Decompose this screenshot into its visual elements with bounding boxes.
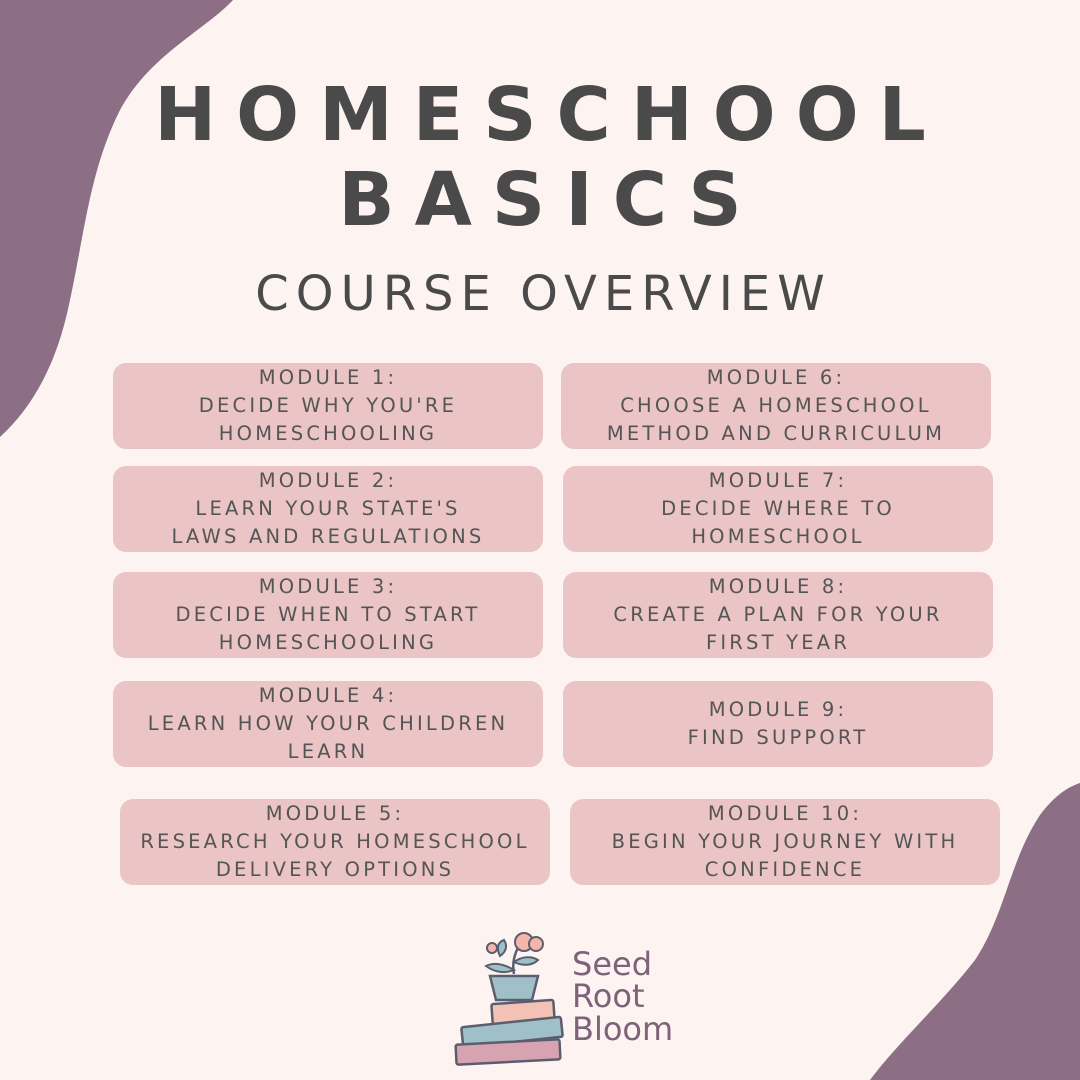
module-text-line: CREATE A PLAN FOR YOUR <box>613 603 943 626</box>
module-text-line: FIRST YEAR <box>705 631 851 654</box>
module-text-line: DECIDE WHEN TO START <box>175 603 481 626</box>
module-text-line: LEARN HOW YOUR CHILDREN <box>147 712 509 735</box>
module-card-9 <box>563 681 993 767</box>
module-heading: MODULE 3: <box>258 575 398 598</box>
module-heading: MODULE 1: <box>258 366 398 389</box>
module-text-line: HOMESCHOOLING <box>218 422 438 445</box>
module-heading: MODULE 9: <box>708 698 848 721</box>
module-card-7 <box>563 466 993 552</box>
module-text-line: FIND SUPPORT <box>687 726 869 749</box>
page-title-line-1: HOMESCHOOL <box>154 72 946 158</box>
plant-on-books-icon <box>452 926 568 1066</box>
module-card-4 <box>113 681 543 767</box>
module-card-3 <box>113 572 543 658</box>
module-text-line: DECIDE WHY YOU'RE <box>198 394 458 417</box>
module-heading: MODULE 5: <box>265 802 405 825</box>
module-text-line: LEARN YOUR STATE'S <box>195 497 461 520</box>
module-card-10 <box>570 799 1000 885</box>
logo-word-seed: Seed <box>572 945 652 983</box>
module-text-line: BEGIN YOUR JOURNEY WITH <box>611 830 959 853</box>
module-card-1 <box>113 363 543 449</box>
module-heading: MODULE 10: <box>707 802 863 825</box>
module-text-line: METHOD AND CURRICULUM <box>606 422 946 445</box>
module-card-5 <box>120 799 550 885</box>
logo-word-root: Root <box>572 977 645 1015</box>
module-text-line: CHOOSE A HOMESCHOOL <box>620 394 932 417</box>
page-title-line-2: BASICS <box>338 157 762 243</box>
module-text-line: LEARN <box>287 740 369 763</box>
module-text-line: DELIVERY OPTIONS <box>215 858 455 881</box>
module-text-line: LAWS AND REGULATIONS <box>171 525 485 548</box>
module-heading: MODULE 4: <box>258 684 398 707</box>
logo-word-bloom: Bloom <box>572 1010 674 1048</box>
module-card-2 <box>113 466 543 552</box>
module-card-6 <box>561 363 991 449</box>
module-text-line: CONFIDENCE <box>704 858 866 881</box>
module-heading: MODULE 8: <box>708 575 848 598</box>
module-text-line: HOMESCHOOL <box>691 525 865 548</box>
module-heading: MODULE 7: <box>708 469 848 492</box>
page-subtitle: COURSE OVERVIEW <box>255 266 832 322</box>
module-heading: MODULE 2: <box>258 469 398 492</box>
module-text-line: HOMESCHOOLING <box>218 631 438 654</box>
module-text-line: RESEARCH YOUR HOMESCHOOL <box>140 830 530 853</box>
module-heading: MODULE 6: <box>706 366 846 389</box>
module-card-8 <box>563 572 993 658</box>
module-text-line: DECIDE WHERE TO <box>661 497 895 520</box>
